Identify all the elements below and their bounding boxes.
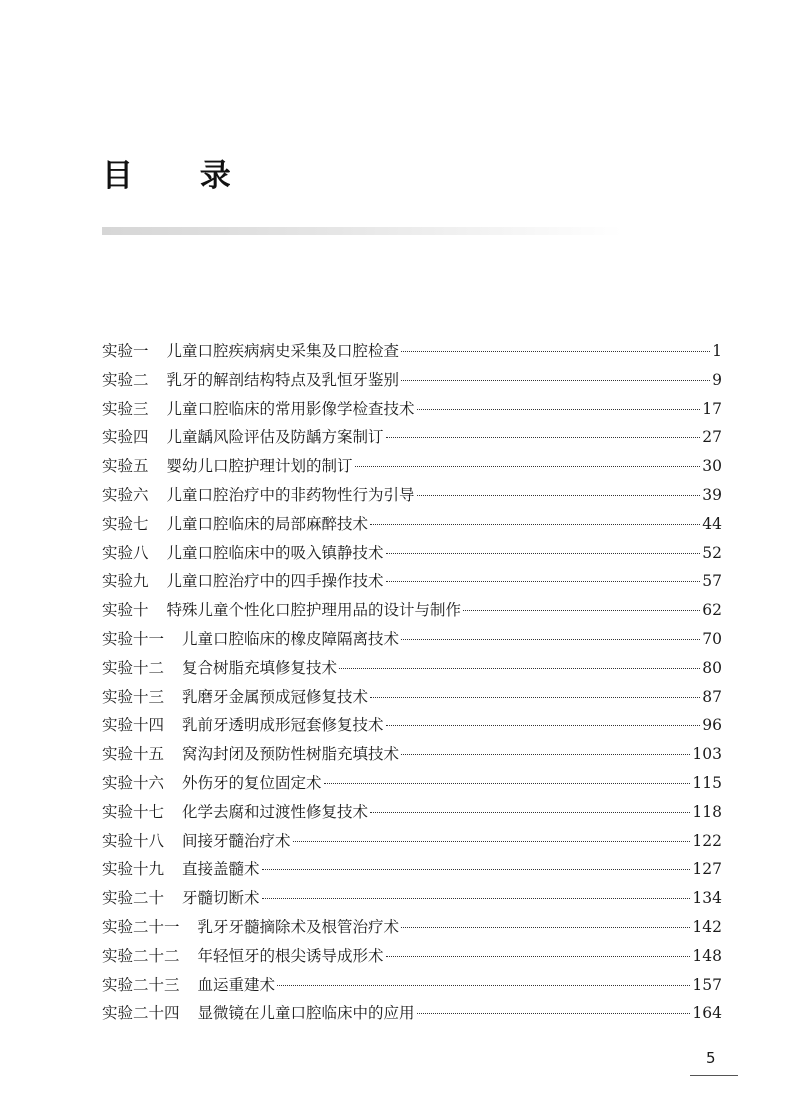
- toc-entry-title: 乳牙牙髓摘除术及根管治疗术: [197, 917, 400, 936]
- toc-entry[interactable]: [102, 1001, 722, 1030]
- toc-entry-page: 70: [702, 629, 722, 648]
- toc-entry-page: 142: [692, 917, 722, 936]
- toc-leader-dots: [401, 639, 700, 640]
- toc-entry-title: 显微镜在儿童口腔临床中的应用: [197, 1004, 415, 1023]
- toc-entry[interactable]: [102, 569, 722, 598]
- toc-leader-dots: [386, 956, 691, 957]
- toc-leader-dots: [386, 581, 701, 582]
- toc-entry-number: 实验一: [102, 342, 149, 360]
- toc-entry[interactable]: [102, 915, 722, 944]
- toc-entry-title: 直接盖髓术: [182, 860, 260, 879]
- toc-entry-number: 实验五: [102, 457, 149, 476]
- toc-entry-title: 儿童口腔疾病病史采集及口腔检查: [166, 342, 400, 360]
- toc-entry[interactable]: [102, 598, 722, 627]
- toc-entry-title: 窝沟封闭及预防性树脂充填技术: [182, 745, 400, 764]
- toc-title: 目 录: [102, 158, 259, 194]
- toc-entry-page: 127: [692, 860, 722, 879]
- toc-leader-dots: [417, 1013, 691, 1014]
- toc-leader-dots: [324, 783, 691, 784]
- toc-entry-number: 实验十: [102, 601, 149, 620]
- toc-entry-title: 儿童口腔临床的局部麻醉技术: [166, 514, 369, 533]
- toc-entry-title: 婴幼儿口腔护理计划的制订: [166, 457, 353, 476]
- toc-entry-number: 实验十四: [102, 716, 165, 735]
- toc-entry-number: 实验十二: [102, 658, 165, 677]
- toc-entry-page: 9: [712, 370, 722, 389]
- toc-entry[interactable]: [102, 397, 722, 426]
- toc-entry-title: 乳前牙透明成形冠套修复技术: [182, 716, 384, 735]
- toc-entry[interactable]: [102, 742, 722, 771]
- page-number: 5: [706, 1049, 716, 1067]
- toc-entry-title: 间接牙髓治疗术: [182, 831, 291, 850]
- toc-entry-page: 148: [692, 946, 722, 965]
- toc-entry-page: 44: [702, 514, 722, 533]
- toc-entry-number: 实验十九: [102, 860, 165, 879]
- page-number-rule: [690, 1075, 738, 1076]
- toc-entry[interactable]: [102, 541, 722, 570]
- toc-entry-number: 实验七: [102, 514, 149, 533]
- toc-entry[interactable]: [102, 829, 722, 858]
- toc-entry-number: 实验十三: [102, 687, 165, 706]
- toc-entry-page: 39: [702, 485, 722, 504]
- toc-leader-dots: [370, 524, 700, 525]
- toc-entry-title: 特殊儿童个性化口腔护理用品的设计与制作: [166, 601, 462, 620]
- toc-entry[interactable]: [102, 339, 722, 368]
- toc-entry-page: 87: [702, 687, 722, 706]
- toc-leader-dots: [401, 927, 690, 928]
- toc-entry-number: 实验四: [102, 428, 149, 447]
- toc-entry-title: 牙髓切断术: [182, 889, 260, 908]
- toc-leader-dots: [370, 697, 700, 698]
- toc-entry[interactable]: [102, 771, 722, 800]
- toc-entry[interactable]: [102, 944, 722, 973]
- toc-entry[interactable]: [102, 368, 722, 397]
- toc-leader-dots: [401, 754, 690, 755]
- toc-entry[interactable]: [102, 425, 722, 454]
- toc-leader-dots: [417, 409, 701, 410]
- toc-list: [102, 339, 722, 1030]
- toc-entry-number: 实验十八: [102, 831, 165, 850]
- toc-entry[interactable]: [102, 973, 722, 1002]
- toc-leader-dots: [262, 898, 691, 899]
- toc-leader-dots: [386, 553, 701, 554]
- toc-entry-title: 乳牙的解剖结构特点及乳恒牙鉴别: [166, 370, 400, 389]
- toc-entry-number: 实验二十三: [102, 975, 180, 994]
- toc-entry[interactable]: [102, 483, 722, 512]
- toc-entry-page: 164: [692, 1004, 722, 1023]
- toc-leader-dots: [370, 812, 690, 813]
- toc-entry-page: 80: [702, 658, 722, 677]
- toc-entry-page: 96: [702, 716, 722, 735]
- toc-entry-title: 儿童口腔临床的常用影像学检查技术: [166, 399, 415, 418]
- toc-entry-number: 实验二十: [102, 889, 165, 908]
- toc-entry-number: 实验十五: [102, 745, 165, 764]
- toc-entry-title: 儿童口腔临床中的吸入镇静技术: [166, 543, 384, 562]
- toc-entry-title: 外伤牙的复位固定术: [182, 773, 322, 792]
- toc-entry[interactable]: [102, 656, 722, 685]
- title-rule: [102, 227, 622, 235]
- toc-entry-number: 实验九: [102, 572, 149, 591]
- toc-entry-page: 157: [692, 975, 722, 994]
- toc-entry-title: 复合树脂充填修复技术: [182, 658, 338, 677]
- toc-entry-title: 儿童口腔治疗中的四手操作技术: [166, 572, 384, 591]
- toc-entry-title: 乳磨牙金属预成冠修复技术: [182, 687, 369, 706]
- toc-entry-page: 115: [692, 773, 722, 792]
- toc-entry-number: 实验六: [102, 485, 149, 504]
- toc-entry-number: 实验二: [102, 370, 149, 389]
- toc-leader-dots: [463, 610, 700, 611]
- toc-entry[interactable]: [102, 800, 722, 829]
- toc-leader-dots: [386, 437, 701, 438]
- toc-entry-page: 1: [712, 342, 722, 360]
- toc-entry-number: 实验八: [102, 543, 149, 562]
- toc-entry-title: 血运重建术: [197, 975, 276, 994]
- toc-leader-dots: [262, 869, 691, 870]
- toc-entry-number: 实验二十四: [102, 1004, 180, 1023]
- toc-entry-number: 实验二十一: [102, 917, 180, 936]
- toc-leader-dots: [386, 725, 701, 726]
- toc-entry-page: 62: [702, 601, 722, 620]
- toc-leader-dots: [401, 351, 710, 352]
- toc-entry-page: 27: [702, 428, 722, 447]
- toc-entry[interactable]: [102, 454, 722, 483]
- toc-entry[interactable]: [102, 512, 722, 541]
- toc-entry-title: 儿童龋风险评估及防龋方案制订: [166, 428, 384, 447]
- toc-leader-dots: [355, 466, 701, 467]
- toc-entry-page: 122: [692, 831, 722, 850]
- toc-entry-title: 儿童口腔临床的橡皮障隔离技术: [182, 629, 400, 648]
- toc-entry-page: 30: [702, 457, 722, 476]
- toc-entry-number: 实验三: [102, 399, 149, 418]
- toc-entry-page: 52: [702, 543, 722, 562]
- toc-entry-number: 实验二十二: [102, 946, 180, 965]
- toc-entry-page: 17: [702, 399, 722, 418]
- toc-entry-page: 118: [692, 802, 722, 821]
- toc-entry-page: 134: [692, 889, 722, 908]
- toc-leader-dots: [401, 380, 710, 381]
- toc-entry[interactable]: [102, 857, 722, 886]
- toc-leader-dots: [293, 841, 691, 842]
- toc-entry-page: 57: [702, 572, 722, 591]
- toc-entry[interactable]: [102, 685, 722, 714]
- toc-entry-title: 儿童口腔治疗中的非药物性行为引导: [166, 485, 415, 504]
- toc-entry-title: 化学去腐和过渡性修复技术: [182, 802, 369, 821]
- toc-entry[interactable]: [102, 713, 722, 742]
- toc-leader-dots: [339, 668, 700, 669]
- toc-leader-dots: [417, 495, 701, 496]
- toc-entry[interactable]: [102, 886, 722, 915]
- toc-leader-dots: [277, 985, 690, 986]
- toc-entry[interactable]: [102, 627, 722, 656]
- toc-entry-number: 实验十七: [102, 802, 165, 821]
- toc-entry-number: 实验十一: [102, 629, 165, 648]
- toc-entry-number: 实验十六: [102, 773, 165, 792]
- toc-entry-title: 年轻恒牙的根尖诱导成形术: [197, 946, 384, 965]
- toc-entry-page: 103: [692, 745, 722, 764]
